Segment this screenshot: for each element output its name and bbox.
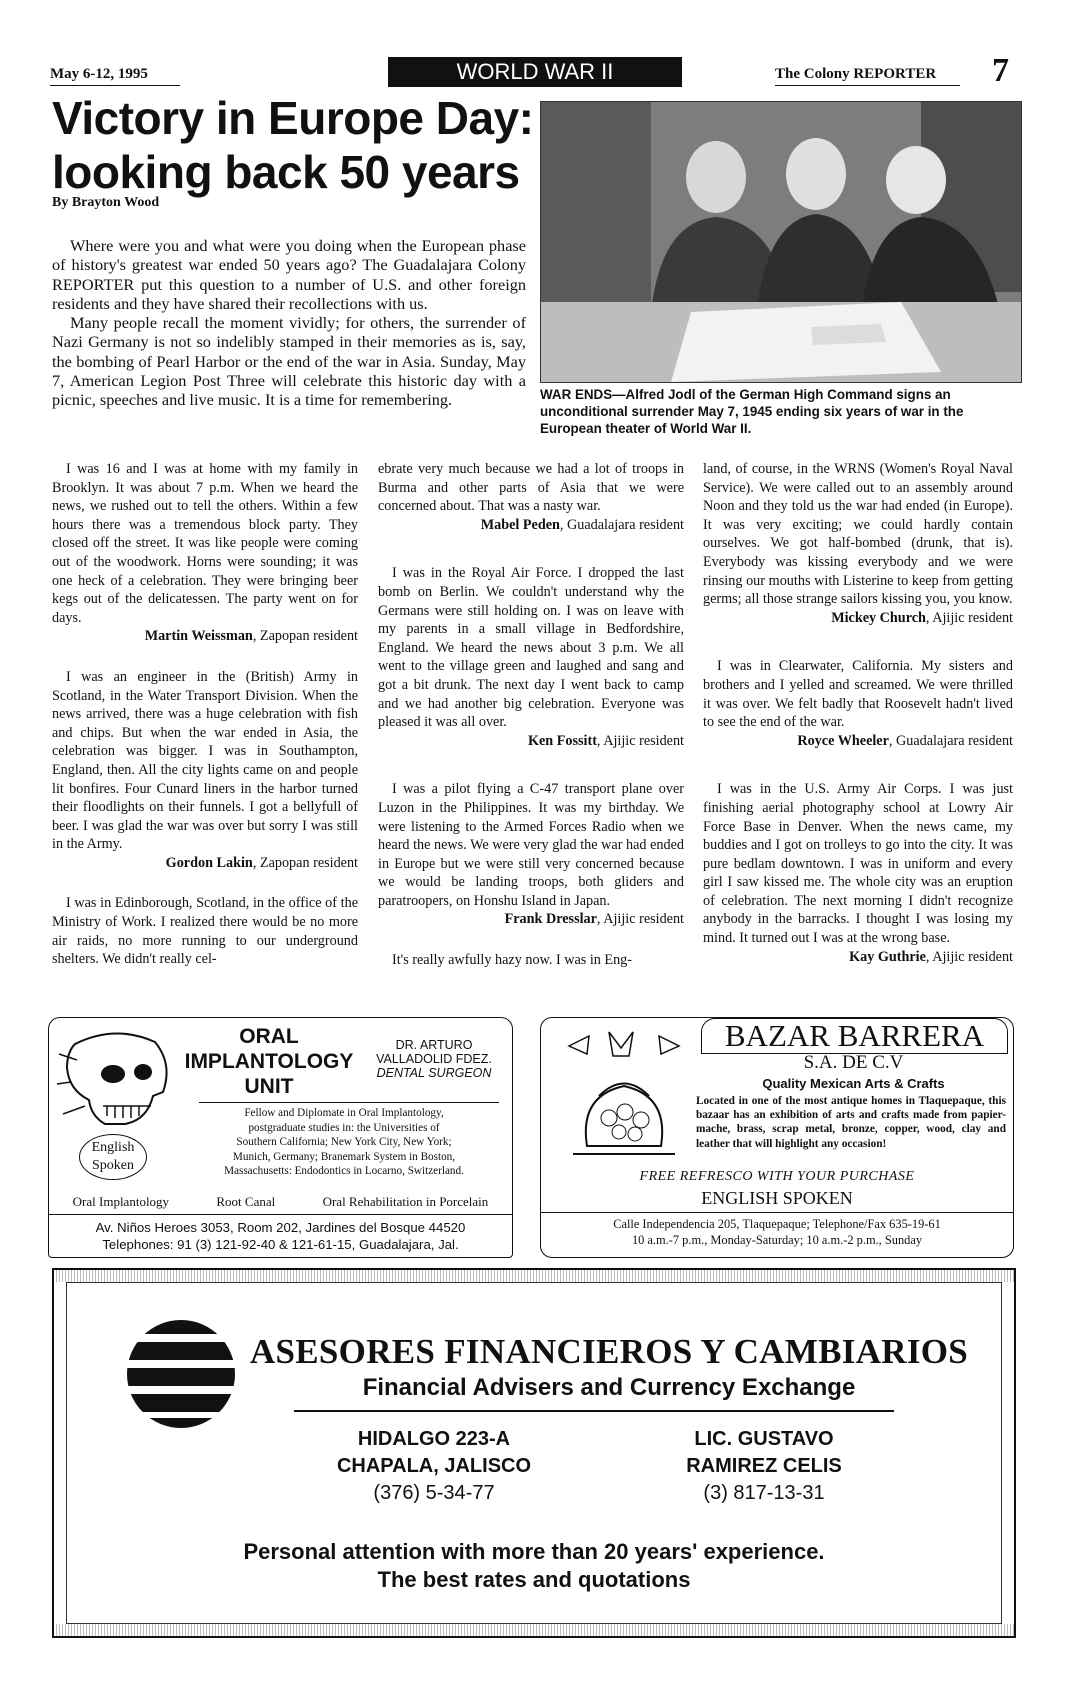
attribution-place: , Zapopan resident — [252, 628, 358, 645]
attribution-place: , Ajijic resident — [925, 609, 1013, 626]
contact-name: RAMIREZ CELIS — [686, 1455, 842, 1477]
column-3 — [703, 460, 1013, 966]
ad-oral-phones: Telephones: 91 (3) 121-92-40 & 121-61-15, Guadalajara, Jal. — [102, 1237, 459, 1252]
bazar-english-spoken: ENGLISH SPOKEN — [701, 1188, 853, 1208]
attribution-name: Mickey Church — [831, 609, 926, 626]
service-item: Root Canal — [216, 1194, 276, 1209]
contact-name: LIC. GUSTAVO — [694, 1428, 834, 1450]
attribution-place: , Ajijic resident — [925, 948, 1013, 965]
attribution-name: Frank Dresslar — [504, 911, 597, 928]
attribution-name: Royce Wheeler — [797, 732, 889, 749]
headline-line-2: looking back 50 years — [52, 146, 520, 198]
english-spoken-text: English — [91, 1140, 135, 1155]
attribution — [703, 609, 1013, 628]
photo-illustration — [541, 102, 1021, 382]
address-phone: (376) 5-34-77 — [373, 1482, 495, 1504]
attribution — [52, 627, 358, 646]
bazar-name: BAZAR BARRERA — [701, 1018, 1008, 1054]
page-number: 7 — [992, 52, 1009, 89]
column-1 — [52, 460, 358, 969]
newspaper-name: The Colony REPORTER — [775, 66, 937, 82]
attribution-place: , Ajijic resident — [596, 911, 684, 928]
asesores-subtitle: Financial Advisers and Currency Exchange — [362, 1374, 856, 1401]
ad-oral-divider — [49, 1214, 512, 1215]
credential-line: Massachusetts: Endodontics in Locarno, Switzerland. — [224, 1165, 464, 1177]
attribution-name: Martin Weissman — [144, 628, 253, 645]
recollection-text: I was in Edinborough, Scotland, in the office of the Ministry of Work. I realized there would be no more air raids, no more running to our underground shelters. We didn't really cel- — [52, 895, 358, 968]
headline — [52, 91, 552, 199]
credential-line: postgraduate studies in: the Universities of — [248, 1121, 440, 1134]
ad-oral-credentials — [189, 1106, 499, 1179]
bazar-promo: FREE REFRESCO WITH YOUR PURCHASE — [639, 1169, 915, 1184]
doctor-name: VALLADOLID FDEZ. — [376, 1052, 492, 1066]
attribution-place: , Guadalajara resident — [888, 732, 1013, 749]
attribution — [703, 732, 1013, 751]
asesores-footer-line: Personal attention with more than 20 years' experience. — [243, 1539, 825, 1564]
recollection-text: ebrate very much because we had a lot of troops in Burma and other parts of Asia that we were concerned about. That was a nasty war. — [378, 461, 684, 515]
ad-oral-title-line: IMPLANTOLOGY — [184, 1050, 354, 1073]
credential-line: Fellow and Diplomate in Oral Implantology, — [244, 1107, 444, 1119]
header-rule-right — [775, 85, 960, 86]
credential-line: Munich, Germany; Branemark System in Boston, — [232, 1150, 456, 1163]
issue-date: May 6-12, 1995 — [50, 66, 148, 82]
recollection-text: It's really awfully hazy now. I was in Eng- — [392, 952, 632, 969]
byline: By Brayton Wood — [52, 195, 160, 210]
recollection-text: I was in Clearwater, California. My sisters and brothers and I yelled and screamed. We were thrilled it was over. We felt badly that Roosevelt hadn't lived to see the end of the war. — [703, 658, 1013, 731]
article-intro — [52, 236, 526, 410]
skull-illustration-icon — [55, 1024, 185, 1144]
attribution-name: Ken Fossitt — [527, 732, 597, 749]
bazar-hours: 10 a.m.-7 p.m., Monday-Saturday; 10 a.m.-2 p.m., Sunday — [631, 1233, 923, 1247]
ad-border-pattern — [54, 1624, 1014, 1636]
attribution — [52, 854, 358, 873]
attribution — [378, 910, 684, 929]
recollection-text: I was 16 and I was at home with my family in Brooklyn. It was about 7 p.m. When we heard the news, we rushed out to tell the others. Within a few hours there was a tremendous block party. They closed off the street. It was like people were coming out of the woodwork. Horns were sounding; it was one heck of a celebration. They were bringing beer kegs out of the delicatessen. The party went on for days. — [52, 461, 358, 626]
intro-paragraph: Many people recall the moment vividly; for others, the surrender of Nazi Germany is not so indelibly stamped in their memories as is, say, the bombing of Pearl Harbor or the end of the war in Asia. Sunday, May 7, American Legion Post Three will celebrate this historic day with a picnic, speeches and live music. It is a time for remembering. — [52, 313, 526, 410]
bazar-company: S.A. DE C.V — [803, 1052, 904, 1073]
ad-border-pattern — [54, 1270, 1014, 1282]
asesores-contact — [654, 1426, 874, 1507]
attribution — [378, 516, 684, 535]
attribution-place: , Guadalajara resident — [559, 516, 684, 533]
bazar-description: Located in one of the most antique homes in Tlaquepaque, this bazaar has an exhibition of arts and crafts made from papier-mache, brass, scrap metal, bronze, copper, wood, clay and leather that will highlight any occasion! — [696, 1095, 1006, 1150]
asesores-footer-line: The best rates and quotations — [377, 1567, 691, 1592]
recollection-text: land, of course, in the WRNS (Women's Royal Naval Service). We were called out to an assembly around Noon and they told us the war had ended (in Europe). It was very exciting; we could hardly contain ourselves. We got half-bombed (drunk, that is). Everybody was kissing everybody and we were rinsing our mouths with Listerine to keep from getting germs; all those strange sailors kissing you, you know. — [703, 461, 1013, 608]
attribution — [378, 732, 684, 751]
recollection-text: I was in the Royal Air Force. I dropped the last bomb on Berlin. We couldn't understand why the Germans were still holding on. I was on leave with my parents in a small village in Bedfordshire, England. We heard the news about 3 p.m. We all went to the village green and laughed and sang and got a bit drunk. The next day I went back to camp and we had another big celebration. Everyone was pleased it was all over. — [378, 565, 684, 731]
attribution-place: , Ajijic resident — [596, 732, 684, 749]
ad-oral-doctor — [359, 1038, 509, 1080]
service-item: Oral Rehabilitation in Porcelain — [322, 1194, 489, 1209]
ad-oral-title-line: ORAL — [239, 1025, 299, 1048]
bazar-tagline: Quality Mexican Arts & Crafts — [762, 1076, 945, 1091]
attribution-place: , Zapopan resident — [252, 854, 358, 871]
contact-phone: (3) 817-13-31 — [703, 1482, 825, 1504]
doctor-name: DR. ARTURO — [395, 1038, 473, 1052]
attribution-name: Gordon Lakin — [165, 854, 253, 871]
attribution-name: Kay Guthrie — [849, 948, 926, 965]
recollection-text: I was a pilot flying a C-47 transport plane over Luzon in the Philippines. It was my birthday. We were listening to the Armed Forces Radio when we heard the news. We were very glad the war had ended in Europe but we were still very concerned because we would be landing troops, both gliders and paratroopers, on Honshu Island in Japan. — [378, 781, 684, 909]
asesores-address — [324, 1426, 544, 1507]
section-banner: WORLD WAR II — [388, 57, 682, 87]
attribution — [703, 948, 1013, 967]
bazar-divider — [541, 1212, 1013, 1213]
recollection-text: I was an engineer in the (British) Army in Scotland, in the Water Transport Division. When the news arrived, there was a huge celebration with fish and chips. But when the war ended in Asia, the celebration was bigger. I was in Southampton, England, then. All the city lights came on and people lit bonfires. Four Cunard liners in the harbor turned their floodlights on their funnels. I got a bellyfull of beer. I was glad the war was over but sorry I was still in the Army. — [52, 668, 358, 853]
service-item: Oral Implantology — [72, 1194, 170, 1209]
crafts-basket-icon — [559, 1026, 689, 1166]
ad-oral-title-line: UNIT — [244, 1075, 294, 1098]
english-spoken-badge — [79, 1134, 147, 1180]
bazar-address: Calle Independencia 205, Tlaquepaque; Telephone/Fax 635-19-61 — [613, 1217, 941, 1231]
ad-asesores-financieros — [52, 1268, 1016, 1638]
address-line: HIDALGO 223-A — [357, 1428, 511, 1450]
ad-oral-address: Av. Niños Heroes 3053, Room 202, Jardines del Bosque 44520 — [95, 1220, 466, 1235]
ad-bazar-barrera — [540, 1017, 1014, 1258]
news-photo — [540, 101, 1022, 383]
header-rule-left — [50, 85, 180, 86]
credential-line: Southern California; New York City, New York; — [236, 1136, 452, 1148]
doctor-title: DENTAL SURGEON — [376, 1066, 492, 1080]
attribution-name: Mabel Peden — [480, 516, 560, 533]
asesores-rule — [294, 1410, 894, 1412]
ad-oral-title — [169, 1024, 369, 1099]
asesores-footer — [54, 1538, 1014, 1594]
headline-line-1: Victory in Europe Day: — [52, 92, 534, 144]
intro-paragraph: Where were you and what were you doing when the European phase of history's greatest war ended 50 years ago? The Guadalajara Colony REPORTER put this question to a number of U.S. and other foreign residents and they have shared their recollections with us. — [52, 236, 526, 313]
bazar-contact — [541, 1216, 1013, 1248]
ad-oral-implantology — [48, 1017, 513, 1258]
address-line: CHAPALA, JALISCO — [336, 1455, 532, 1477]
column-2 — [378, 460, 684, 970]
ad-oral-services — [49, 1194, 512, 1210]
ad-oral-rule — [199, 1102, 499, 1103]
recollection-text: I was in the U.S. Army Air Corps. I was just finishing aerial photography school at Lowry Air Force Base in Denver. When the news came, my buddies and I got on trolleys to go into the city. It was pure bedlam downtown. I was in uniform and every girl I saw kissed me. The whole city was an eruption of celebration. The next morning I didn't recognize anybody in the barracks. I thought I was losing my mind. It turned out I was at the wrong base. — [703, 781, 1013, 947]
photo-caption: WAR ENDS—Alfred Jodl of the German High Command signs an unconditional surrender May 7, 1945 ending six years of war in the European theater of World War II. — [540, 387, 964, 436]
asesores-title: ASESORES FINANCIEROS Y CAMBIARIOS — [249, 1332, 969, 1371]
ad-oral-contact — [49, 1219, 512, 1253]
english-spoken-text: Spoken — [92, 1158, 134, 1173]
